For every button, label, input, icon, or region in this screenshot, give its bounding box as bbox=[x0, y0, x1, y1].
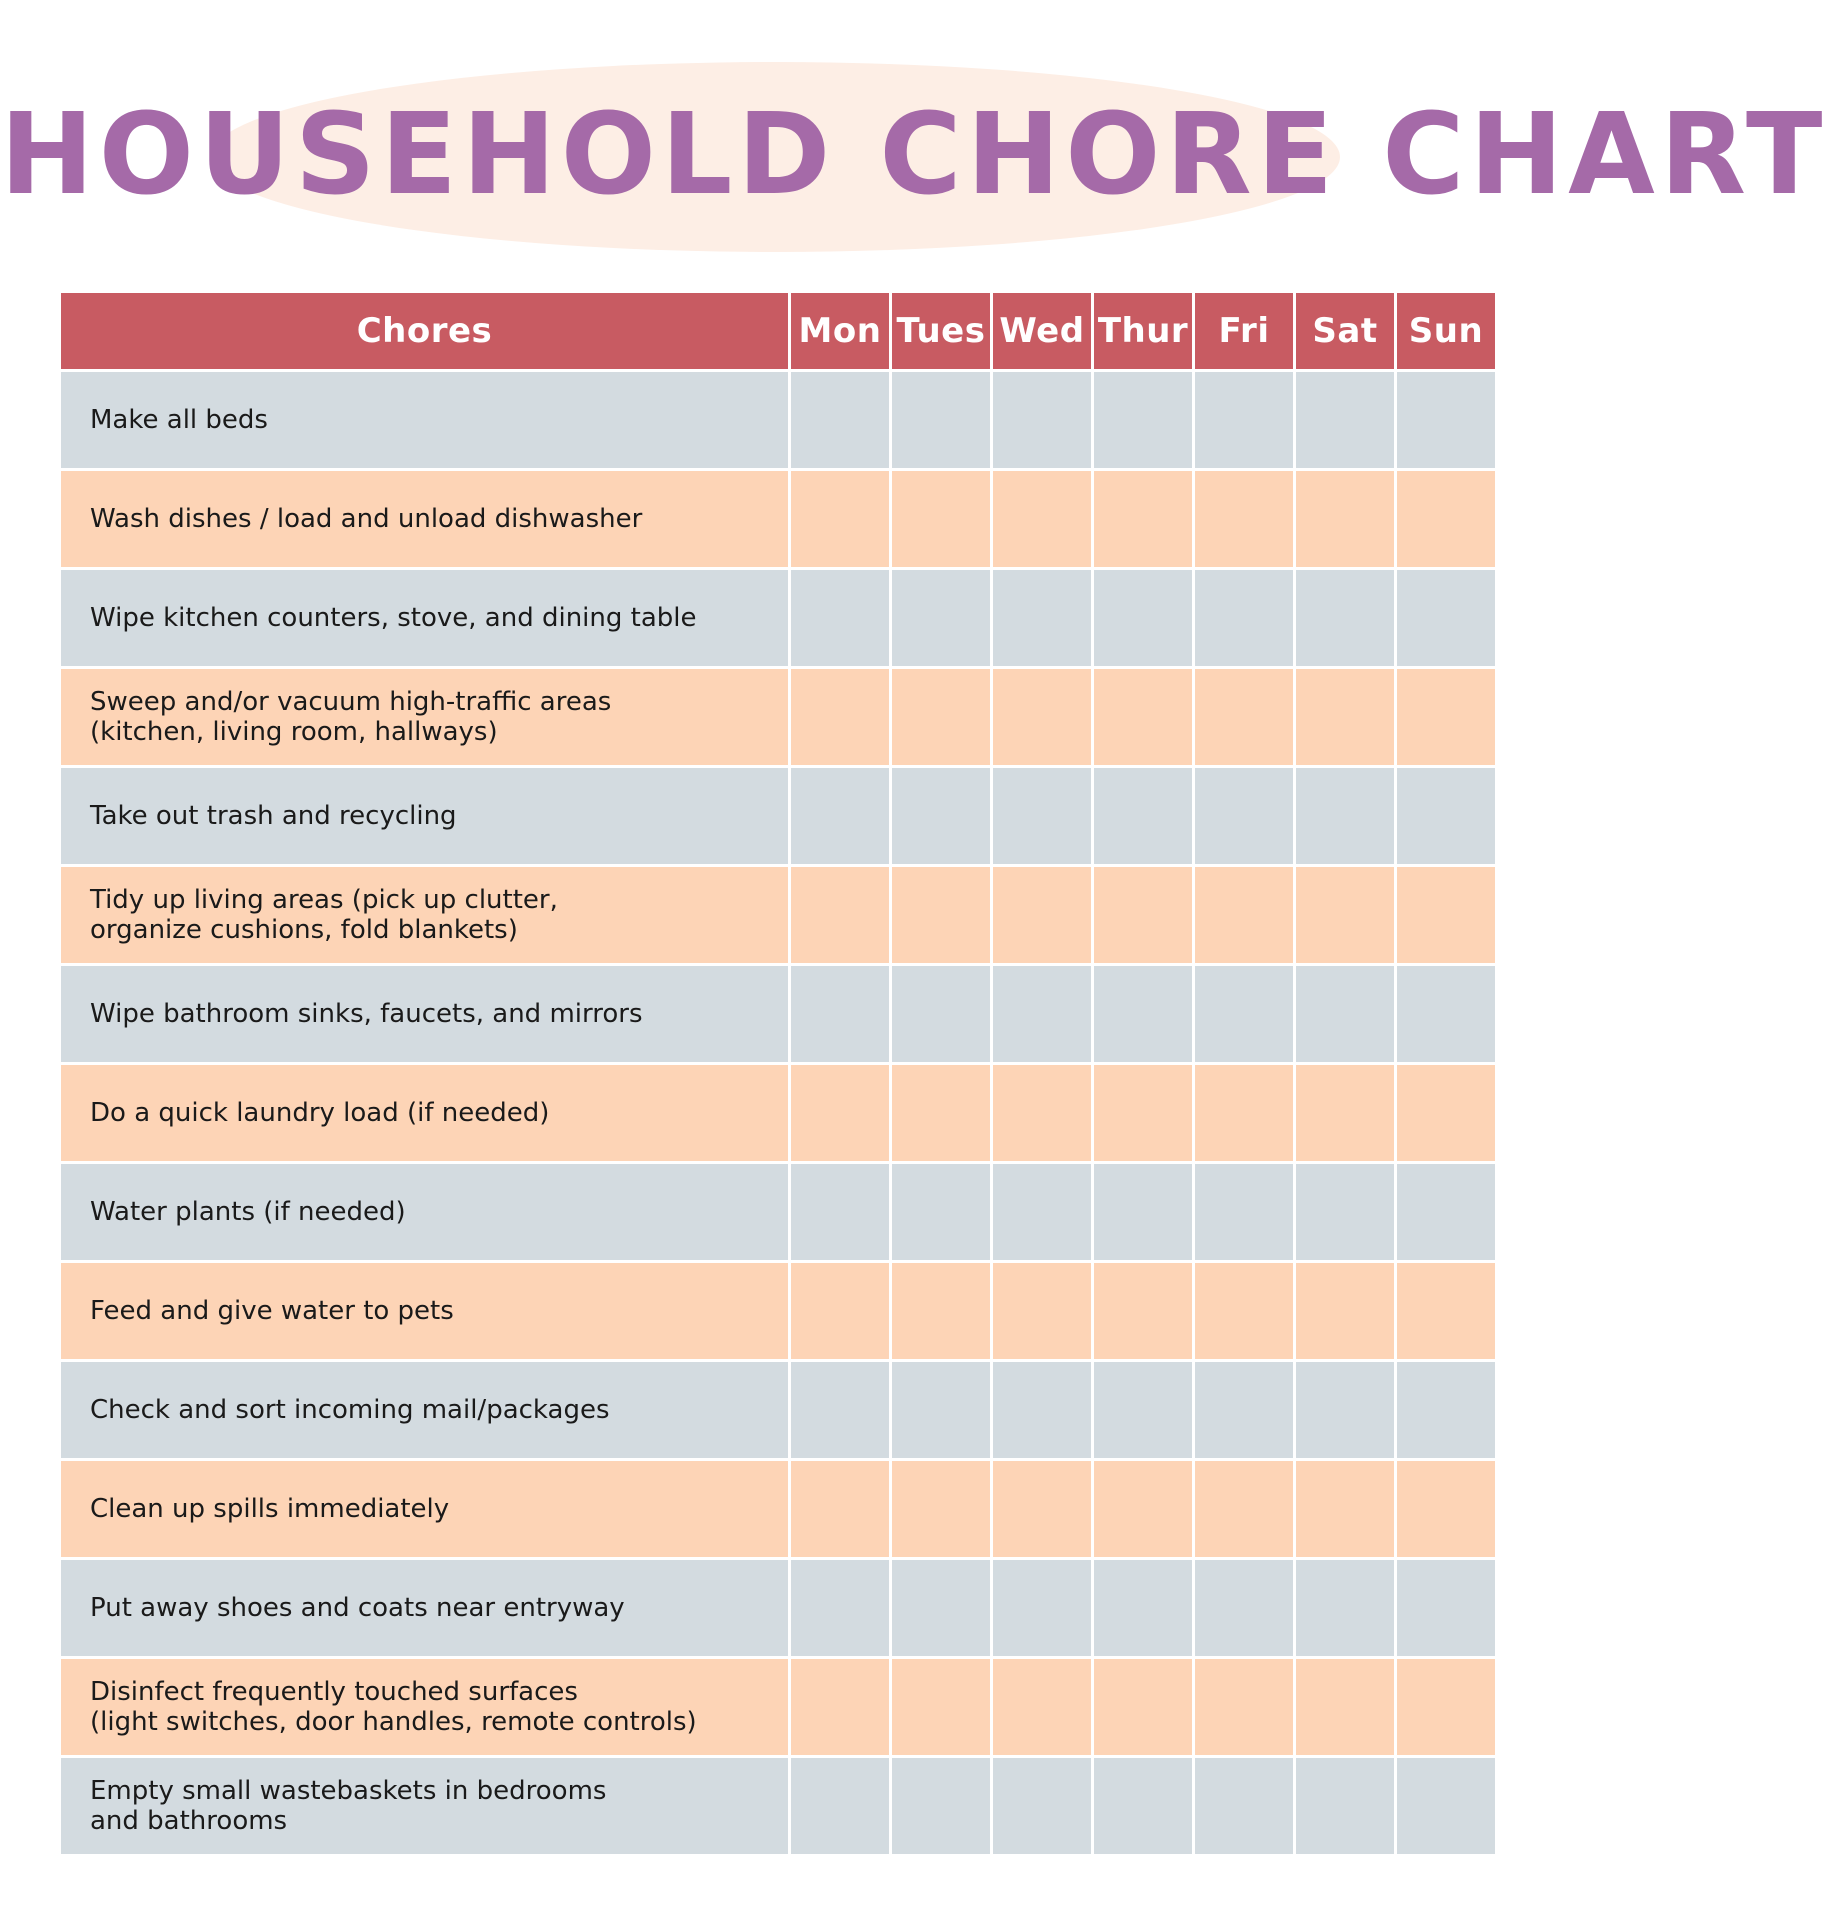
checkbox-cell-sat[interactable] bbox=[1296, 1362, 1394, 1458]
checkbox-cell-thur[interactable] bbox=[1094, 1164, 1192, 1260]
checkbox-cell-wed[interactable] bbox=[993, 867, 1091, 963]
header-fri: Fri bbox=[1195, 293, 1293, 369]
chore-label bbox=[61, 1065, 788, 1161]
chore-text-line: Put away shoes and coats near entryway bbox=[90, 1593, 625, 1623]
chore-rows bbox=[61, 372, 1495, 1854]
chore-label bbox=[61, 966, 788, 1062]
checkbox-cell-mon[interactable] bbox=[791, 1659, 889, 1755]
chore-text-line: and bathrooms bbox=[90, 1806, 288, 1836]
page-title: HOUSEHOLD CHORE CHART bbox=[0, 90, 1827, 220]
checkbox-cell-sat[interactable] bbox=[1296, 372, 1394, 468]
checkbox-cell-wed[interactable] bbox=[993, 768, 1091, 864]
checkbox-cell-sun[interactable] bbox=[1397, 768, 1495, 864]
chore-text-line: Clean up spills immediately bbox=[90, 1494, 450, 1524]
chore-text-line: Sweep and/or vacuum high-traffic areas bbox=[90, 687, 612, 717]
checkbox-cell-mon[interactable] bbox=[791, 471, 889, 567]
checkbox-cell-fri[interactable] bbox=[1195, 1164, 1293, 1260]
chore-text-line: organize cushions, fold blankets) bbox=[90, 915, 518, 945]
chore-text-line: Feed and give water to pets bbox=[90, 1296, 454, 1326]
chore-label bbox=[61, 1461, 788, 1557]
checkbox-cell-tues[interactable] bbox=[892, 1461, 990, 1557]
chore-label bbox=[61, 1263, 788, 1359]
header-tues: Tues bbox=[892, 293, 990, 369]
checkbox-cell-fri[interactable] bbox=[1195, 1560, 1293, 1656]
chore-text-line: Wash dishes / load and unload dishwasher bbox=[90, 504, 643, 534]
checkbox-cell-tues[interactable] bbox=[892, 1560, 990, 1656]
checkbox-cell-sat[interactable] bbox=[1296, 1560, 1394, 1656]
header-mon: Mon bbox=[791, 293, 889, 369]
checkbox-cell-wed[interactable] bbox=[993, 1362, 1091, 1458]
checkbox-cell-mon[interactable] bbox=[791, 768, 889, 864]
checkbox-cell-fri[interactable] bbox=[1195, 1758, 1293, 1854]
checkbox-cell-tues[interactable] bbox=[892, 1164, 990, 1260]
checkbox-cell-sat[interactable] bbox=[1296, 966, 1394, 1062]
checkbox-cell-fri[interactable] bbox=[1195, 471, 1293, 567]
checkbox-cell-mon[interactable] bbox=[791, 570, 889, 666]
chore-label bbox=[61, 1362, 788, 1458]
checkbox-cell-sat[interactable] bbox=[1296, 1263, 1394, 1359]
checkbox-cell-sun[interactable] bbox=[1397, 669, 1495, 765]
checkbox-cell-fri[interactable] bbox=[1195, 372, 1293, 468]
checkbox-cell-thur[interactable] bbox=[1094, 372, 1192, 468]
checkbox-cell-sun[interactable] bbox=[1397, 1560, 1495, 1656]
chore-row bbox=[61, 1461, 1495, 1557]
checkbox-cell-tues[interactable] bbox=[892, 1263, 990, 1359]
chore-text-line: Wipe bathroom sinks, faucets, and mirrors bbox=[90, 999, 643, 1029]
header-thur: Thur bbox=[1094, 293, 1192, 369]
checkbox-cell-thur[interactable] bbox=[1094, 1362, 1192, 1458]
checkbox-cell-wed[interactable] bbox=[993, 1758, 1091, 1854]
checkbox-cell-sun[interactable] bbox=[1397, 1758, 1495, 1854]
checkbox-cell-wed[interactable] bbox=[993, 966, 1091, 1062]
chore-row bbox=[61, 1758, 1495, 1854]
checkbox-cell-fri[interactable] bbox=[1195, 1362, 1293, 1458]
chore-text-line: Make all beds bbox=[90, 405, 268, 435]
checkbox-cell-sun[interactable] bbox=[1397, 471, 1495, 567]
chore-row bbox=[61, 1164, 1495, 1260]
checkbox-cell-sun[interactable] bbox=[1397, 570, 1495, 666]
checkbox-cell-sun[interactable] bbox=[1397, 1461, 1495, 1557]
checkbox-cell-thur[interactable] bbox=[1094, 1560, 1192, 1656]
checkbox-cell-fri[interactable] bbox=[1195, 1659, 1293, 1755]
checkbox-cell-thur[interactable] bbox=[1094, 768, 1192, 864]
chore-label bbox=[61, 867, 788, 963]
chore-text-line: Disinfect frequently touched surfaces bbox=[90, 1677, 578, 1707]
chore-label bbox=[61, 372, 788, 468]
chore-row bbox=[61, 570, 1495, 666]
checkbox-cell-mon[interactable] bbox=[791, 669, 889, 765]
checkbox-cell-sat[interactable] bbox=[1296, 867, 1394, 963]
checkbox-cell-thur[interactable] bbox=[1094, 1263, 1192, 1359]
checkbox-cell-sat[interactable] bbox=[1296, 1758, 1394, 1854]
header-chores: Chores bbox=[61, 293, 788, 369]
checkbox-cell-wed[interactable] bbox=[993, 1263, 1091, 1359]
checkbox-cell-wed[interactable] bbox=[993, 1164, 1091, 1260]
chore-row bbox=[61, 669, 1495, 765]
header-sun: Sun bbox=[1397, 293, 1495, 369]
checkbox-cell-thur[interactable] bbox=[1094, 966, 1192, 1062]
chore-row bbox=[61, 1560, 1495, 1656]
chore-text-line: Water plants (if needed) bbox=[90, 1197, 406, 1227]
checkbox-cell-sat[interactable] bbox=[1296, 1659, 1394, 1755]
checkbox-cell-tues[interactable] bbox=[892, 1758, 990, 1854]
checkbox-cell-mon[interactable] bbox=[791, 1065, 889, 1161]
chore-text-line: Wipe kitchen counters, stove, and dining table bbox=[90, 603, 697, 633]
checkbox-cell-mon[interactable] bbox=[791, 966, 889, 1062]
chore-text-line: Take out trash and recycling bbox=[90, 801, 457, 831]
checkbox-cell-wed[interactable] bbox=[993, 570, 1091, 666]
checkbox-cell-wed[interactable] bbox=[993, 1065, 1091, 1161]
checkbox-cell-wed[interactable] bbox=[993, 669, 1091, 765]
chore-text-line: Do a quick laundry load (if needed) bbox=[90, 1098, 550, 1128]
chore-label bbox=[61, 570, 788, 666]
checkbox-cell-tues[interactable] bbox=[892, 1659, 990, 1755]
checkbox-cell-thur[interactable] bbox=[1094, 570, 1192, 666]
checkbox-cell-tues[interactable] bbox=[892, 471, 990, 567]
checkbox-cell-tues[interactable] bbox=[892, 570, 990, 666]
checkbox-cell-sun[interactable] bbox=[1397, 1263, 1495, 1359]
checkbox-cell-sun[interactable] bbox=[1397, 1659, 1495, 1755]
checkbox-cell-sat[interactable] bbox=[1296, 570, 1394, 666]
checkbox-cell-sun[interactable] bbox=[1397, 372, 1495, 468]
checkbox-cell-fri[interactable] bbox=[1195, 1263, 1293, 1359]
checkbox-cell-fri[interactable] bbox=[1195, 867, 1293, 963]
checkbox-cell-sun[interactable] bbox=[1397, 1164, 1495, 1260]
chore-row bbox=[61, 1263, 1495, 1359]
chore-row bbox=[61, 471, 1495, 567]
checkbox-cell-mon[interactable] bbox=[791, 1164, 889, 1260]
chore-label bbox=[61, 1164, 788, 1260]
header-wed: Wed bbox=[993, 293, 1091, 369]
checkbox-cell-mon[interactable] bbox=[791, 372, 889, 468]
checkbox-cell-fri[interactable] bbox=[1195, 1461, 1293, 1557]
checkbox-cell-thur[interactable] bbox=[1094, 1758, 1192, 1854]
chore-text-line: Tidy up living areas (pick up clutter, bbox=[90, 885, 558, 915]
checkbox-cell-tues[interactable] bbox=[892, 867, 990, 963]
checkbox-cell-mon[interactable] bbox=[791, 1560, 889, 1656]
chore-row bbox=[61, 1659, 1495, 1755]
checkbox-cell-thur[interactable] bbox=[1094, 867, 1192, 963]
checkbox-cell-fri[interactable] bbox=[1195, 768, 1293, 864]
checkbox-cell-tues[interactable] bbox=[892, 372, 990, 468]
chore-row bbox=[61, 768, 1495, 864]
chore-label bbox=[61, 669, 788, 765]
checkbox-cell-sat[interactable] bbox=[1296, 669, 1394, 765]
checkbox-cell-tues[interactable] bbox=[892, 768, 990, 864]
checkbox-cell-sun[interactable] bbox=[1397, 867, 1495, 963]
checkbox-cell-tues[interactable] bbox=[892, 669, 990, 765]
chore-row bbox=[61, 372, 1495, 468]
checkbox-cell-sat[interactable] bbox=[1296, 1164, 1394, 1260]
chore-table bbox=[58, 290, 1498, 1857]
checkbox-cell-mon[interactable] bbox=[791, 1263, 889, 1359]
checkbox-cell-thur[interactable] bbox=[1094, 669, 1192, 765]
checkbox-cell-fri[interactable] bbox=[1195, 1065, 1293, 1161]
checkbox-cell-fri[interactable] bbox=[1195, 966, 1293, 1062]
checkbox-cell-tues[interactable] bbox=[892, 1065, 990, 1161]
title-area bbox=[0, 0, 1827, 300]
chore-row bbox=[61, 966, 1495, 1062]
chore-text-line: (kitchen, living room, hallways) bbox=[90, 717, 498, 747]
chore-row bbox=[61, 867, 1495, 963]
checkbox-cell-thur[interactable] bbox=[1094, 1659, 1192, 1755]
chore-label bbox=[61, 1659, 788, 1755]
checkbox-cell-thur[interactable] bbox=[1094, 1065, 1192, 1161]
chore-text-line: Empty small wastebaskets in bedrooms bbox=[90, 1776, 607, 1806]
checkbox-cell-wed[interactable] bbox=[993, 471, 1091, 567]
checkbox-cell-fri[interactable] bbox=[1195, 570, 1293, 666]
checkbox-cell-wed[interactable] bbox=[993, 372, 1091, 468]
checkbox-cell-tues[interactable] bbox=[892, 966, 990, 1062]
checkbox-cell-sat[interactable] bbox=[1296, 471, 1394, 567]
checkbox-cell-mon[interactable] bbox=[791, 1461, 889, 1557]
checkbox-cell-wed[interactable] bbox=[993, 1560, 1091, 1656]
chore-text-line: Check and sort incoming mail/packages bbox=[90, 1395, 610, 1425]
checkbox-cell-sat[interactable] bbox=[1296, 1461, 1394, 1557]
header-sat: Sat bbox=[1296, 293, 1394, 369]
checkbox-cell-thur[interactable] bbox=[1094, 471, 1192, 567]
checkbox-cell-sat[interactable] bbox=[1296, 1065, 1394, 1161]
checkbox-cell-fri[interactable] bbox=[1195, 669, 1293, 765]
checkbox-cell-wed[interactable] bbox=[993, 1659, 1091, 1755]
checkbox-cell-sat[interactable] bbox=[1296, 768, 1394, 864]
checkbox-cell-wed[interactable] bbox=[993, 1461, 1091, 1557]
checkbox-cell-tues[interactable] bbox=[892, 1362, 990, 1458]
checkbox-cell-mon[interactable] bbox=[791, 1362, 889, 1458]
chore-label bbox=[61, 768, 788, 864]
checkbox-cell-mon[interactable] bbox=[791, 1758, 889, 1854]
checkbox-cell-sun[interactable] bbox=[1397, 966, 1495, 1062]
chore-text-line: (light switches, door handles, remote controls) bbox=[90, 1707, 697, 1737]
chore-label bbox=[61, 1758, 788, 1854]
chore-row bbox=[61, 1362, 1495, 1458]
checkbox-cell-sun[interactable] bbox=[1397, 1065, 1495, 1161]
chore-label bbox=[61, 1560, 788, 1656]
chore-row bbox=[61, 1065, 1495, 1161]
checkbox-cell-mon[interactable] bbox=[791, 867, 889, 963]
checkbox-cell-sun[interactable] bbox=[1397, 1362, 1495, 1458]
header-row bbox=[61, 293, 1495, 369]
checkbox-cell-thur[interactable] bbox=[1094, 1461, 1192, 1557]
chore-label bbox=[61, 471, 788, 567]
